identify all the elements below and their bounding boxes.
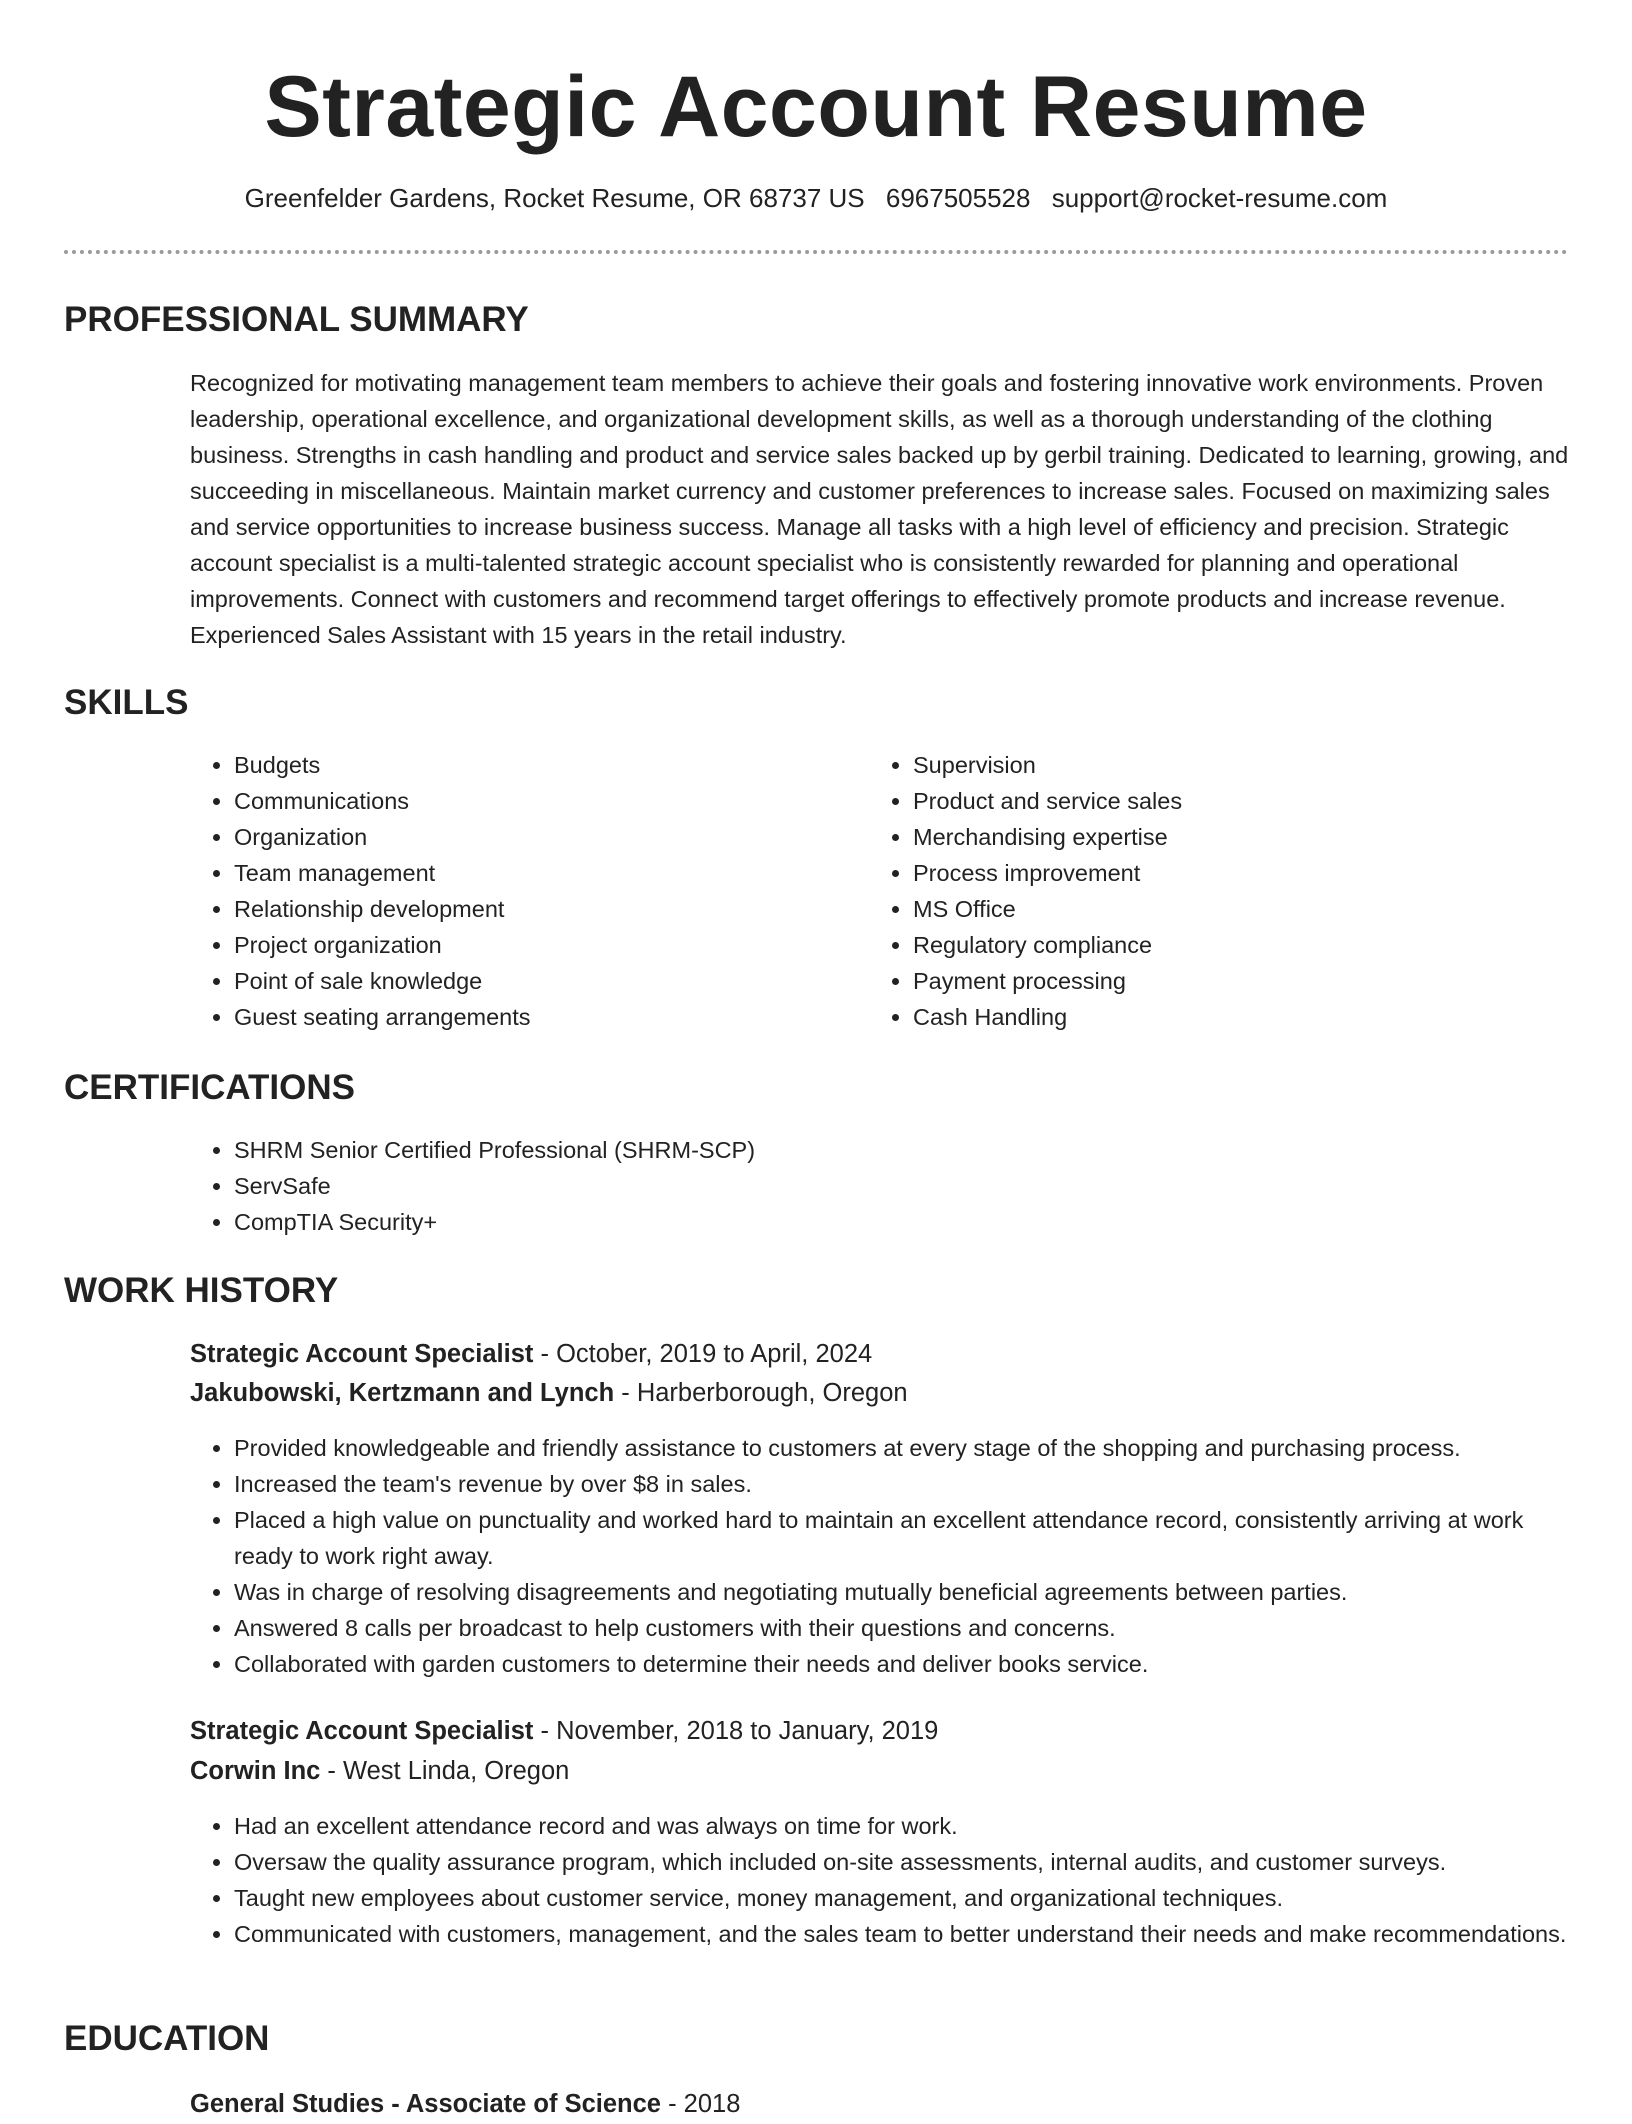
- job-title-line: [190, 1711, 1570, 1751]
- summary-heading: PROFESSIONAL SUMMARY: [64, 300, 529, 339]
- certification-item: • CompTIA Security+: [234, 1204, 1090, 1240]
- job-bullet: • Communicated with customers, management, and the sales team to better understand their needs and make recommendations.: [234, 1916, 1580, 1952]
- skill-item: • Organization: [234, 819, 790, 855]
- job-bullets: [190, 1808, 1580, 1952]
- skills-column-right: [869, 747, 1469, 1035]
- job-bullets: [190, 1430, 1580, 1682]
- contact-line: [0, 180, 1632, 216]
- contact-email: support@rocket-resume.com: [1051, 183, 1388, 213]
- skill-item: • Team management: [234, 855, 790, 891]
- job-bullet: • Oversaw the quality assurance program, which included on-site assessments, internal audits, and customer surveys.: [234, 1844, 1580, 1880]
- education-line: [190, 2084, 1570, 2124]
- skill-item: • Product and service sales: [913, 783, 1469, 819]
- job-dates: - October, 2019 to April, 2024: [533, 1340, 873, 1368]
- job-company: Jakubowski, Kertzmann and Lynch: [190, 1379, 615, 1407]
- education-year: - 2018: [660, 2090, 741, 2118]
- contact-phone: 6967505528: [885, 183, 1031, 213]
- work-history-heading: WORK HISTORY: [64, 1271, 339, 1310]
- header-divider: [64, 250, 1568, 254]
- job-company-line: [190, 1751, 1570, 1791]
- job-bullet: • Increased the team's revenue by over $8 in sales.: [234, 1466, 1580, 1502]
- job-role: Strategic Account Specialist: [190, 1340, 534, 1368]
- skill-item: • Supervision: [913, 747, 1469, 783]
- job-title-line: [190, 1334, 1570, 1374]
- skills-heading: SKILLS: [64, 683, 189, 722]
- job-bullet: • Taught new employees about customer service, money management, and organizational techniques.: [234, 1880, 1580, 1916]
- skill-item: • Merchandising expertise: [913, 819, 1469, 855]
- skills-column-left: [190, 747, 790, 1035]
- job-location: - Harberborough, Oregon: [614, 1379, 908, 1407]
- skill-item: • Relationship development: [234, 891, 790, 927]
- certifications-heading: CERTIFICATIONS: [64, 1068, 356, 1107]
- job-bullet: • Collaborated with garden customers to determine their needs and deliver books service.: [234, 1646, 1580, 1682]
- certification-item: • SHRM Senior Certified Professional (SHRM-SCP): [234, 1132, 1090, 1168]
- education-degree: General Studies - Associate of Science: [190, 2090, 661, 2118]
- contact-address: Greenfelder Gardens, Rocket Resume, OR 68737 US: [244, 183, 865, 213]
- job-bullet: • Was in charge of resolving disagreements and negotiating mutually beneficial agreements between parties.: [234, 1574, 1580, 1610]
- skill-item: • Project organization: [234, 927, 790, 963]
- certifications-list: [190, 1132, 1090, 1240]
- skill-item: • Regulatory compliance: [913, 927, 1469, 963]
- resume-name: Strategic Account Resume: [264, 59, 1368, 155]
- skill-item: • Cash Handling: [913, 999, 1469, 1035]
- job-dates: - November, 2018 to January, 2019: [533, 1717, 939, 1745]
- job-bullet: • Had an excellent attendance record and was always on time for work.: [234, 1808, 1580, 1844]
- job-location: - West Linda, Oregon: [320, 1757, 570, 1785]
- skill-item: • Communications: [234, 783, 790, 819]
- summary-text: Recognized for motivating management team members to achieve their goals and fostering innovative work environments. Proven leadership, operational excellence, and organizational development skills, as well as a thorough understanding of the clothing business. Strengths in cash handling and product and service sales backed up by gerbil training. Dedicated to learning, growing, and succeeding in miscellaneous. Maintain market currency and customer preferences to increase sales. Focused on maximizing sales and service opportunities to increase business success. Manage all tasks with a high level of efficiency and precision. Strategic account specialist is a multi-talented strategic account specialist who is consistently rewarded for planning and operational improvements. Connect with customers and recommend target offerings to effectively promote products and increase revenue. Experienced Sales Assistant with 15 years in the retail industry.: [190, 370, 1569, 648]
- job-bullet: • Placed a high value on punctuality and worked hard to maintain an excellent attendance record, consistently arriving at work ready to work right away.: [234, 1502, 1580, 1574]
- certification-item: • ServSafe: [234, 1168, 1090, 1204]
- job-company-line: [190, 1373, 1570, 1413]
- education-heading: EDUCATION: [64, 2019, 270, 2058]
- job-bullet: • Provided knowledgeable and friendly assistance to customers at every stage of the shopping and purchasing process.: [234, 1430, 1580, 1466]
- job-role: Strategic Account Specialist: [190, 1717, 534, 1745]
- skill-item: • Payment processing: [913, 963, 1469, 999]
- skill-item: • Point of sale knowledge: [234, 963, 790, 999]
- skill-item: • Budgets: [234, 747, 790, 783]
- job-bullet: • Answered 8 calls per broadcast to help customers with their questions and concerns.: [234, 1610, 1580, 1646]
- job-company: Corwin Inc: [190, 1757, 321, 1785]
- skill-item: • Process improvement: [913, 855, 1469, 891]
- skill-item: • MS Office: [913, 891, 1469, 927]
- skill-item: • Guest seating arrangements: [234, 999, 790, 1035]
